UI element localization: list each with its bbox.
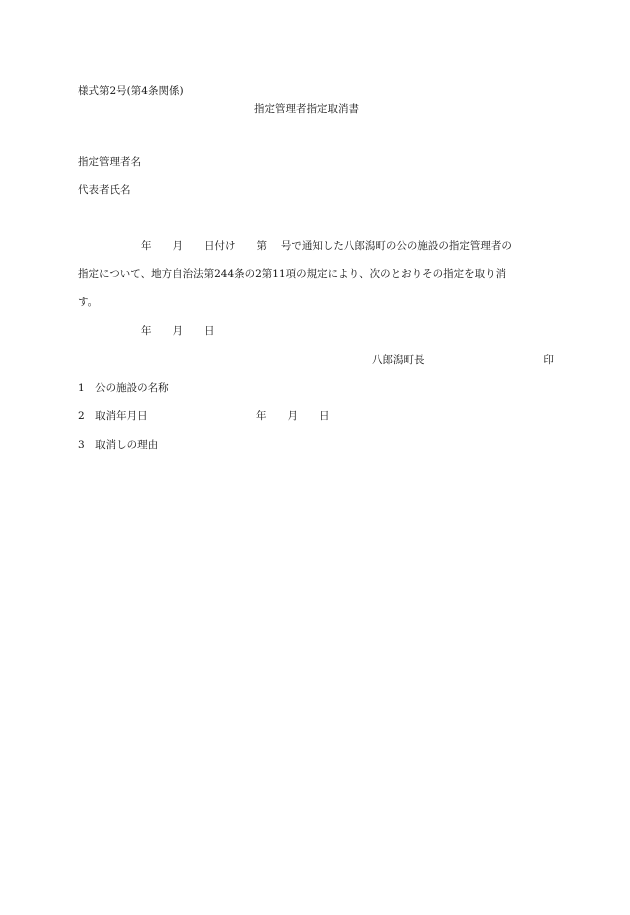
item-cancellation-date: 2 取消年月日 年 月 日 (78, 410, 330, 422)
item-facility-name: 1 公の施設の名称 (78, 382, 169, 394)
body-text-line-3: す。 (78, 296, 99, 308)
item-cancellation-reason: 3 取消しの理由 (78, 439, 159, 451)
mayor-signature-line: 八郎潟町長 印 (78, 354, 554, 366)
manager-name-label: 指定管理者名 (78, 156, 141, 168)
body-text-line-1: 年 月 日付け 第 号で通知した八郎潟町の公の施設の指定管理者の (78, 240, 512, 252)
document-title: 指定管理者指定取消書 (254, 103, 359, 115)
form-number-label: 様式第2号(第4条関係) (78, 85, 184, 97)
issue-date-line: 年 月 日 (78, 325, 215, 337)
representative-name-label: 代表者氏名 (78, 184, 131, 196)
body-text-line-2: 指定について、地方自治法第244条の2第11項の規定により、次のとおりその指定を取り消 (78, 268, 507, 280)
